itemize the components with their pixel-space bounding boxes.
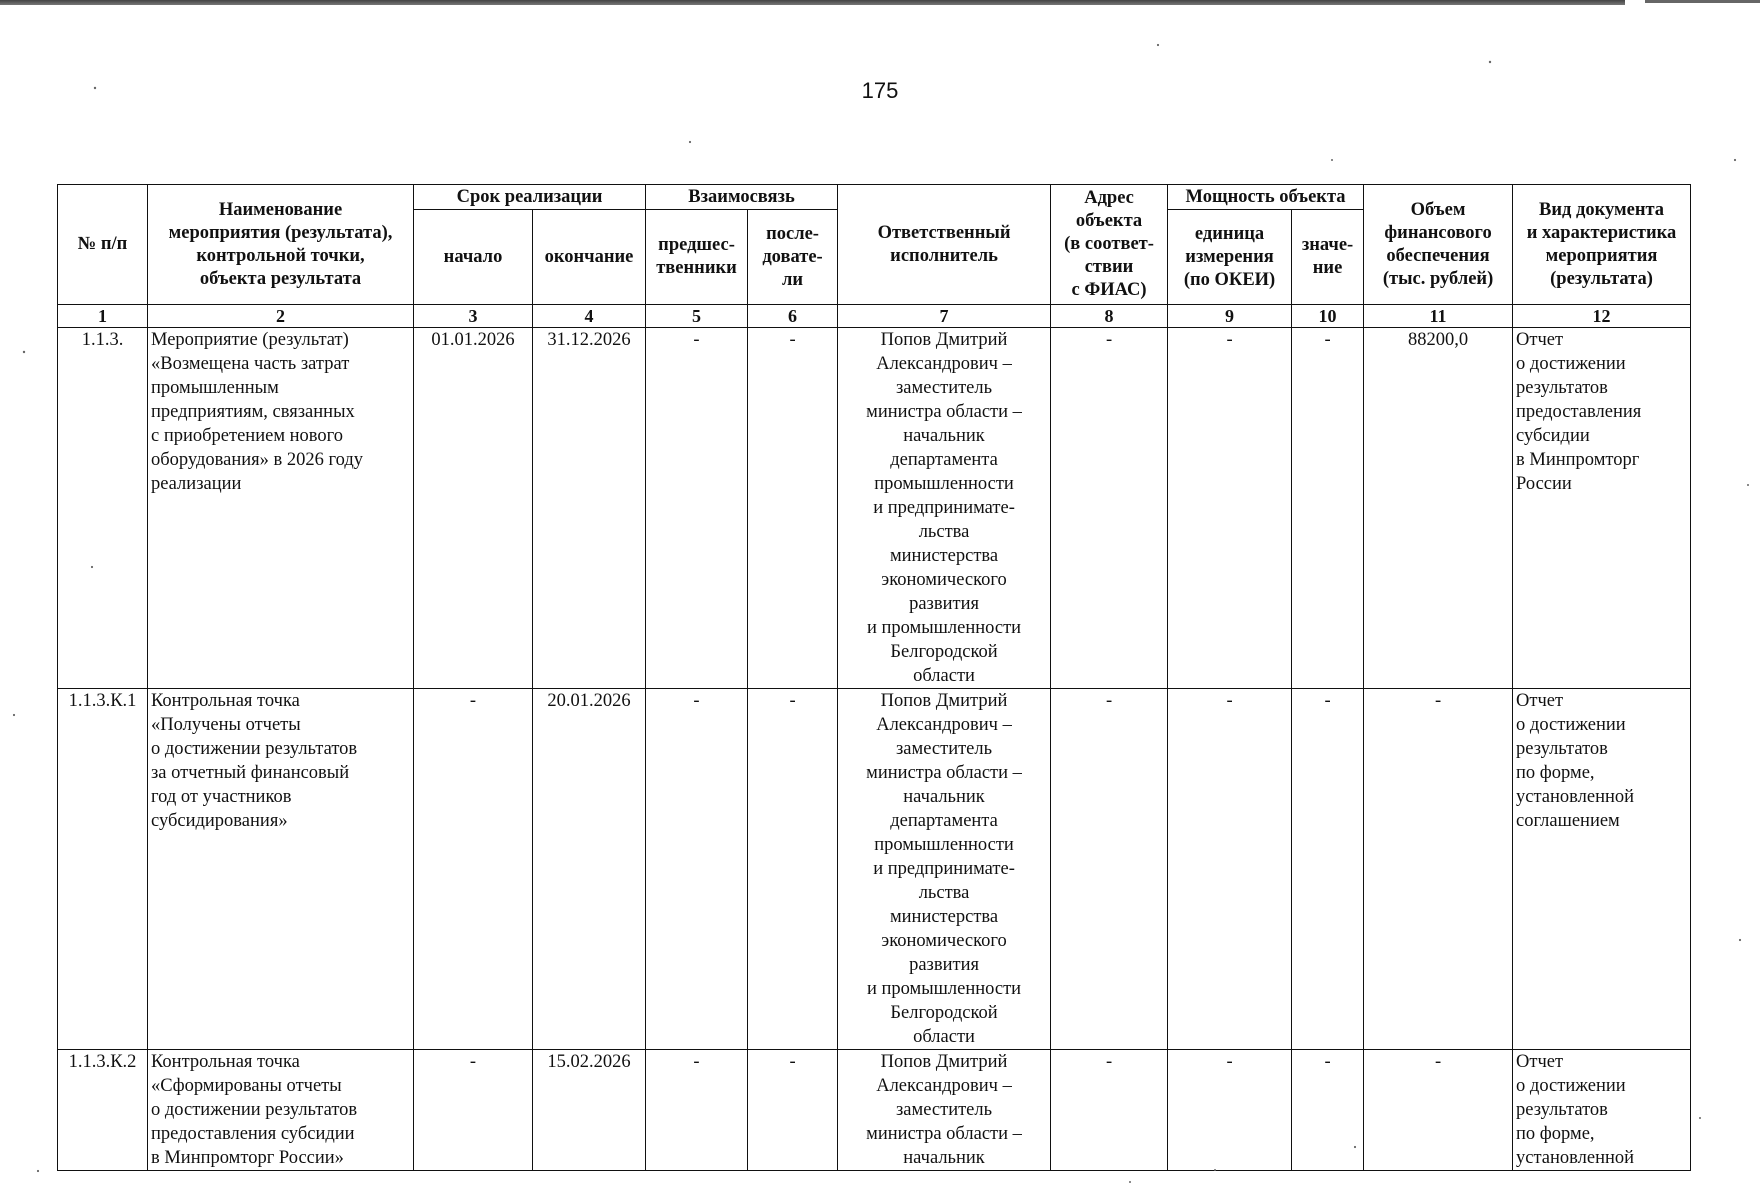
header-finance: Объем финансового обеспечения (тыс. рублей): [1364, 185, 1513, 305]
header-row-top: [58, 185, 1691, 210]
header-value: значе- ние: [1292, 210, 1364, 305]
row-successors: -: [748, 328, 838, 689]
row-end: 15.02.2026: [533, 1050, 646, 1171]
column-number: 11: [1364, 305, 1513, 328]
column-number: 3: [414, 305, 533, 328]
row-successors: -: [748, 689, 838, 1050]
row-value: -: [1292, 328, 1364, 689]
row-unit: -: [1168, 328, 1292, 689]
row-predecessors: -: [646, 328, 748, 689]
row-num: 1.1.3.: [58, 328, 148, 689]
column-number-row: [58, 305, 1691, 328]
row-responsible: Попов Дмитрий Александрович – заместитель министра области – начальник: [838, 1050, 1051, 1171]
column-number: 6: [748, 305, 838, 328]
row-end: 31.12.2026: [533, 328, 646, 689]
column-number: 2: [148, 305, 414, 328]
row-finance: 88200,0: [1364, 328, 1513, 689]
row-predecessors: -: [646, 689, 748, 1050]
column-number: 7: [838, 305, 1051, 328]
header-document: Вид документа и характеристика мероприятия (результата): [1513, 185, 1691, 305]
row-start: -: [414, 689, 533, 1050]
row-start: -: [414, 1050, 533, 1171]
row-num: 1.1.3.К.2: [58, 1050, 148, 1171]
column-number: 8: [1051, 305, 1168, 328]
row-successors: -: [748, 1050, 838, 1171]
table-row: [58, 328, 1691, 689]
header-end: окончание: [533, 210, 646, 305]
row-responsible: Попов Дмитрий Александрович – заместитель министра области – начальник департамента промышленности и предпринимате- льства министерства экономического развития и промышленности Белгородской области: [838, 328, 1051, 689]
row-end: 20.01.2026: [533, 689, 646, 1050]
scan-edge-line-right: [1645, 0, 1760, 3]
row-finance: -: [1364, 689, 1513, 1050]
row-document: Отчет о достижении результатов предоставления субсидии в Минпромторг России: [1513, 328, 1691, 689]
row-document: Отчет о достижении результатов по форме, установленной: [1513, 1050, 1691, 1171]
column-number: 1: [58, 305, 148, 328]
row-responsible: Попов Дмитрий Александрович – заместитель министра области – начальник департамента промышленности и предпринимате- льства министерства экономического развития и промышленности Белгородской области: [838, 689, 1051, 1050]
table-row: [58, 1050, 1691, 1171]
schedule-table: [57, 184, 1691, 1171]
row-document: Отчет о достижении результатов по форме, установленной соглашением: [1513, 689, 1691, 1050]
row-num: 1.1.3.К.1: [58, 689, 148, 1050]
scan-edge-line: [0, 0, 1625, 5]
page-number: 175: [861, 78, 899, 103]
column-number: 4: [533, 305, 646, 328]
row-predecessors: -: [646, 1050, 748, 1171]
header-responsible: Ответственный исполнитель: [838, 185, 1051, 305]
table-row: [58, 689, 1691, 1050]
header-num: № п/п: [58, 185, 148, 305]
column-number: 5: [646, 305, 748, 328]
row-address: -: [1051, 689, 1168, 1050]
header-successors: после- довате- ли: [748, 210, 838, 305]
row-start: 01.01.2026: [414, 328, 533, 689]
row-name: Мероприятие (результат) «Возмещена часть затрат промышленным предприятиям, связанных с приобретением нового оборудования» в 2026 году реализации: [148, 328, 414, 689]
column-number: 10: [1292, 305, 1364, 328]
row-address: -: [1051, 328, 1168, 689]
row-unit: -: [1168, 689, 1292, 1050]
header-name: Наименование мероприятия (результата), контрольной точки, объекта результата: [148, 185, 414, 305]
row-finance: -: [1364, 1050, 1513, 1171]
header-capacity-group: Мощность объекта: [1168, 185, 1364, 210]
column-number: 12: [1513, 305, 1691, 328]
row-name: Контрольная точка «Сформированы отчеты о достижении результатов предоставления субсидии в Минпромторг России»: [148, 1050, 414, 1171]
header-predecessors: предшес- твенники: [646, 210, 748, 305]
column-number: 9: [1168, 305, 1292, 328]
header-address: Адрес объекта (в соответ- ствии с ФИАС): [1051, 185, 1168, 305]
row-value: -: [1292, 1050, 1364, 1171]
row-unit: -: [1168, 1050, 1292, 1171]
header-unit: единица измерения (по ОКЕИ): [1168, 210, 1292, 305]
row-value: -: [1292, 689, 1364, 1050]
row-name: Контрольная точка «Получены отчеты о достижении результатов за отчетный финансовый год от участников субсидирования»: [148, 689, 414, 1050]
row-address: -: [1051, 1050, 1168, 1171]
header-start: начало: [414, 210, 533, 305]
header-link-group: Взаимосвязь: [646, 185, 838, 210]
header-period-group: Срок реализации: [414, 185, 646, 210]
